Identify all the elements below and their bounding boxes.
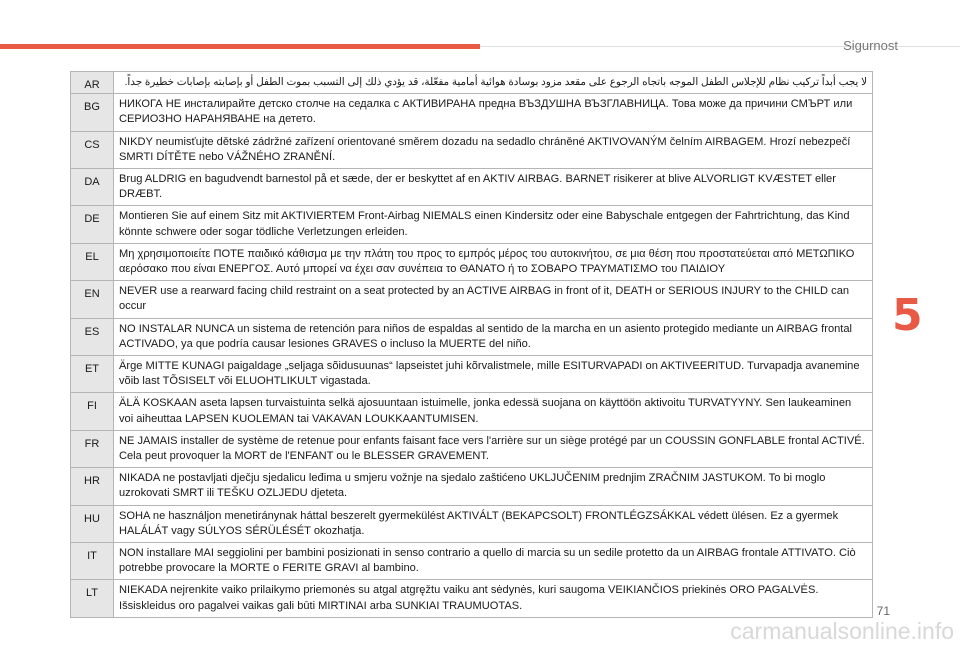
language-code: HU (71, 505, 114, 542)
table-row (71, 543, 873, 580)
language-code: CS (71, 131, 114, 168)
table-row (71, 468, 873, 505)
warning-text: Ärge MITTE KUNAGI paigaldage „seljaga sõidusuunas“ lapseistet juhi kõrvalistmele, mille ESITURVAPADI on AKTIVEERITUD. Turvapadja avanemine võib last TÕSISELT või ELUOHTLIKULT vigastada. (114, 356, 873, 393)
warning-text: NE JAMAIS installer de système de retenue pour enfants faisant face vers l'arrière sur un siège protégé par un COUSSIN GONFLABLE frontal ACTIVÉ. Cela peut provoquer la MORT de l'ENFANT ou le BLESSER GRAVEMENT. (114, 430, 873, 467)
table-row (71, 243, 873, 280)
page-number: 71 (876, 604, 890, 618)
table-row (71, 94, 873, 131)
table-row (71, 206, 873, 243)
language-code: EL (71, 243, 114, 280)
warning-text: NIEKADA nejrenkite vaiko prilaikymo priemonės su atgal atgręžtu vaiku ant sėdynės, kuri saugoma VEIKIANČIOS priekinės ORO PAGALVĖS. Išsiskleidus oro pagalvei vaikas gali būti MIRTINAI arba SUNKIAI TRAUMUOTAS. (114, 580, 873, 617)
warning-text: NIKADA ne postavljati dječju sjedalicu leđima u smjeru vožnje na sjedalo zaštićeno UKLJUČENIM prednjim ZRAČNIM JASTUKOM. To bi moglo uzrokovati SMRT ili TEŠKU OZLJEDU djeteta. (114, 468, 873, 505)
table-row (71, 505, 873, 542)
table-row (71, 430, 873, 467)
table-row (71, 72, 873, 94)
warning-text: Montieren Sie auf einem Sitz mit AKTIVIERTEM Front-Airbag NIEMALS einen Kindersitz oder eine Babyschale entgegen der Fahrtrichtung, das Kind könnte schwere oder sogar tödliche Verletzungen erleiden. (114, 206, 873, 243)
table-row (71, 169, 873, 206)
language-code: ES (71, 318, 114, 355)
language-code: ET (71, 356, 114, 393)
table-row (71, 318, 873, 355)
watermark: carmanualsonline.info (730, 618, 954, 644)
warning-text: لا يجب أبداً تركيب نظام للإجلاس الطفل الموجه باتجاه الرجوع على مقعد مزود بوسادة هوائية أمامية مفعّلة، قد يؤدي ذلك إلى التسبب بموت الطفل أو بإصابته بإصابات خطيرة جداً. (114, 72, 873, 94)
language-code: IT (71, 543, 114, 580)
chapter-number: 5 (892, 290, 923, 341)
language-code: DE (71, 206, 114, 243)
language-code: FR (71, 430, 114, 467)
accent-bar (0, 44, 480, 49)
warning-text: Μη χρησιμοποιείτε ΠΟΤΕ παιδικό κάθισμα με την πλάτη του προς το εμπρός μέρος του αυτοκινήτου, σε μια θέση που προστατεύεται από ΜΕΤΩΠΙΚΟ αερόσακο που είναι ΕΝΕΡΓΟΣ. Αυτό μπορεί να έχει σαν συνέπεια το ΘΑΝΑΤΟ ή το ΣΟΒΑΡΟ ΤΡΑΥΜΑΤΙΣΜΟ του ΠΑΙΔΙΟΥ (114, 243, 873, 280)
warning-text: ÄLÄ KOSKAAN aseta lapsen turvaistuinta selkä ajosuuntaan istuimelle, jonka edessä suojana on käyttöön aktivoitu TURVATYYNY. Sen laukeaminen voi aiheuttaa LAPSEN KUOLEMAN tai VAKAVAN LOUKKAANTUMISEN. (114, 393, 873, 430)
section-title: Sigurnost (843, 38, 898, 53)
warning-text: NIKDY neumisťujte dětské zádržné zařízení orientované směrem dozadu na sedadlo chráněné AKTIVOVANÝM čelním AIRBAGEM. Hrozí nebezpečí SMRTI DÍTĚTE nebo VÁŽNÉHO ZRANĚNÍ. (114, 131, 873, 168)
language-code: FI (71, 393, 114, 430)
warning-text: НИКОГА НЕ инсталирайте детско столче на седалка с АКТИВИРАНА предна ВЪЗДУШНА ВЪЗГЛАВНИЦА. Това може да причини СМЪРТ или СЕРИОЗНО НАРАНЯВАНЕ на детето. (114, 94, 873, 131)
warning-text: SOHA ne használjon menetiránynak háttal beszerelt gyermekülést AKTIVÁLT (BEKAPCSOLT) FRONTLÉGZSÁKKAL védett ülésen. Ez a gyermek HALÁLÁT vagy SÚLYOS SÉRÜLÉSÉT okozhatja. (114, 505, 873, 542)
table-row (71, 580, 873, 617)
table-row (71, 281, 873, 318)
table-row (71, 393, 873, 430)
language-code: DA (71, 169, 114, 206)
warning-text: NEVER use a rearward facing child restraint on a seat protected by an ACTIVE AIRBAG in front of it, DEATH or SERIOUS INJURY to the CHILD can occur (114, 281, 873, 318)
language-code: AR (71, 72, 114, 94)
table-row (71, 356, 873, 393)
airbag-warning-table (70, 71, 873, 618)
language-code: HR (71, 468, 114, 505)
warning-text: NON installare MAI seggiolini per bambini posizionati in senso contrario a quello di marcia su un sedile protetto da un AIRBAG frontale ATTIVATO. Ciò potrebbe provocare la MORTE o FERITE GRAVI al bambino. (114, 543, 873, 580)
table-row (71, 131, 873, 168)
language-code: EN (71, 281, 114, 318)
language-code: BG (71, 94, 114, 131)
warning-text: NO INSTALAR NUNCA un sistema de retención para niños de espaldas al sentido de la marcha en un asiento protegido mediante un AIRBAG frontal ACTIVADO, ya que podría causar lesiones GRAVES o incluso la MUERTE del niño. (114, 318, 873, 355)
warning-text: Brug ALDRIG en bagudvendt barnestol på et sæde, der er beskyttet af en AKTIV AIRBAG. BARNET risikerer at blive ALVORLIGT KVÆSTET eller DRÆBT. (114, 169, 873, 206)
language-code: LT (71, 580, 114, 617)
